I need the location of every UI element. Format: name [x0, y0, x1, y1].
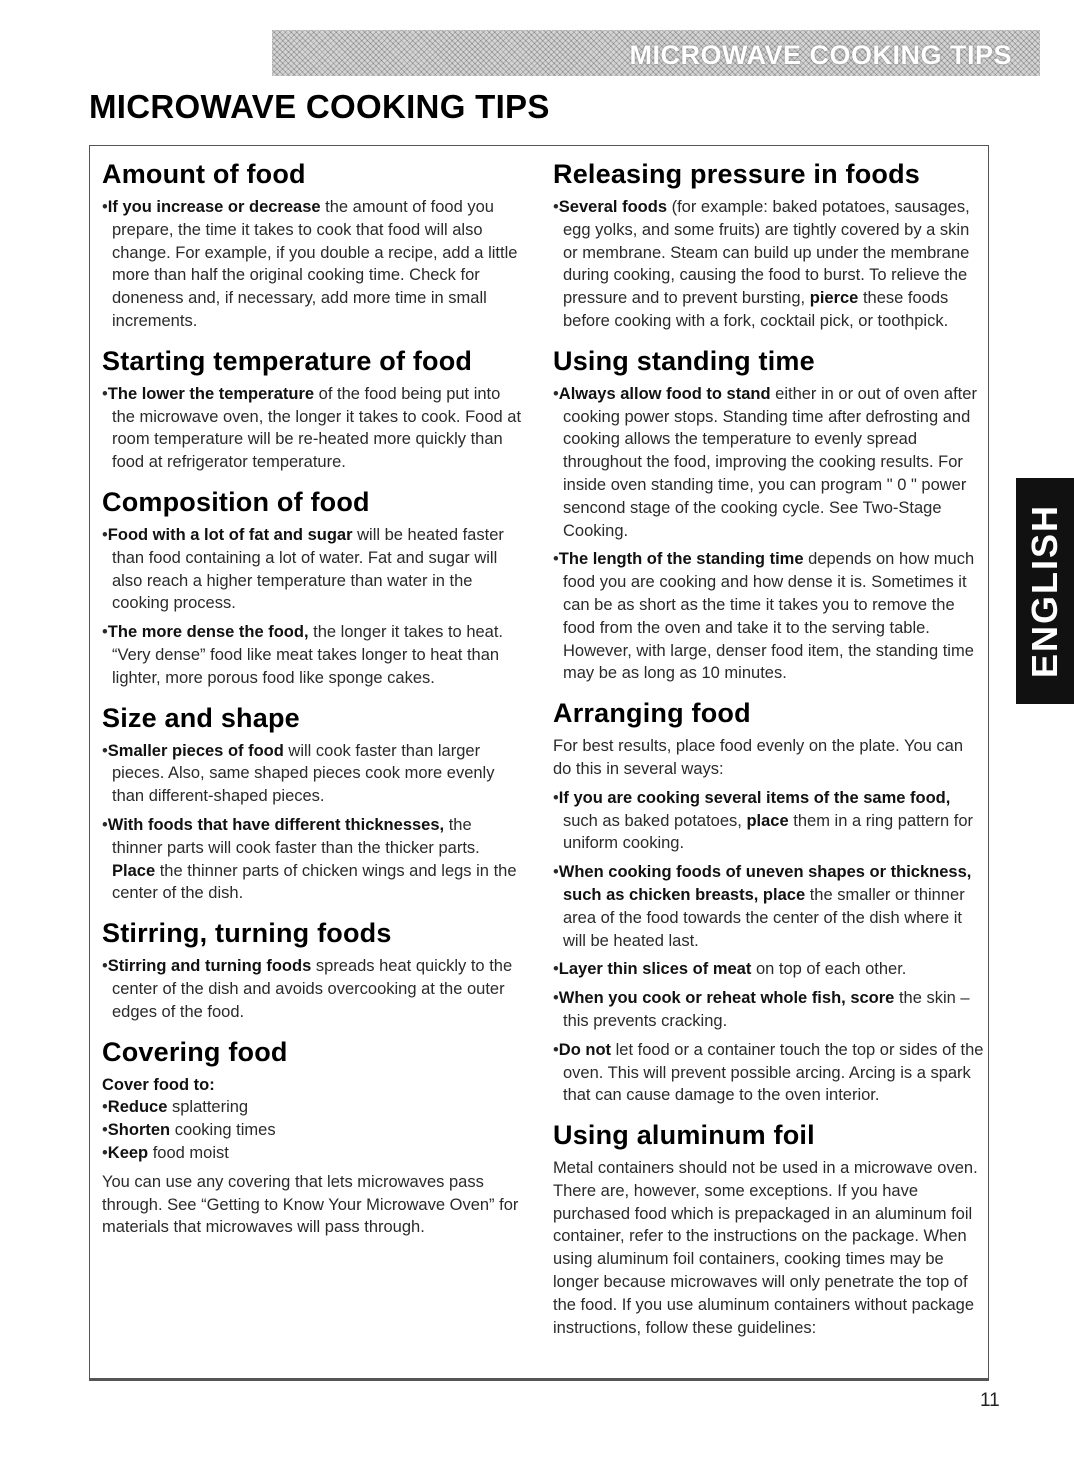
- bullet-item: • Shorten cooking times: [102, 1119, 522, 1142]
- section-standing-time: [553, 345, 985, 685]
- paragraph: Metal containers should not be used in a microwave oven. There are, however, some exceptions. If you have purchased food which is prepackaged in an aluminum foil container, refer to the instructions on the package. When using aluminum foil containers, cooking times may be longer because microwaves will only penetrate the top of the food. If you use aluminum containers without package instructions, follow these guidelines:: [553, 1159, 978, 1337]
- section-title: Releasing pressure in foods: [553, 159, 920, 189]
- section-title: Size and shape: [102, 702, 300, 733]
- section-covering-food: [102, 1036, 522, 1240]
- left-column: [102, 158, 522, 1251]
- bullet-item: • Reduce splattering: [102, 1096, 522, 1119]
- header-banner: [272, 30, 1040, 76]
- section-starting-temperature: [102, 345, 522, 474]
- bullet-item: • The length of the standing time depends on how much food you are cooking and how dense it is. Sometimes it can be as short as the time it takes you to remove the food from the oven and take it to the serving table. However, with large, denser food item, the standing time may be as long as 10 minutes.: [553, 548, 985, 685]
- page-number: 11: [980, 1390, 1000, 1411]
- section-title: Using aluminum foil: [553, 1120, 815, 1151]
- bullet-item: • Layer thin slices of meat on top of each other.: [553, 958, 985, 981]
- paragraph: You can use any covering that lets microwaves pass through. See “Getting to Know Your Microwave Oven” for materials that microwaves will pass through.: [102, 1172, 519, 1237]
- section-size-and-shape: [102, 702, 522, 906]
- section-arranging-food: [553, 697, 985, 1107]
- bullet-item: • Keep food moist: [102, 1142, 522, 1165]
- bullet-item: • The lower the temperature of the food being put into the microwave oven, the longer it takes to cook. Food at room temperature will be re-heated more quickly than food at refrigerator temperature.: [102, 383, 522, 474]
- right-column: [553, 158, 985, 1351]
- bullet-item: • Smaller pieces of food will cook faster than larger pieces. Also, same shaped pieces cook more evenly than different-shaped pieces.: [102, 740, 522, 808]
- paragraph: For best results, place food evenly on the plate. You can do this in several ways:: [553, 737, 964, 778]
- page-title: MICROWAVE COOKING TIPS: [89, 88, 550, 125]
- section-title: Arranging food: [553, 698, 751, 729]
- section-title: Using standing time: [553, 345, 815, 376]
- bullet-item: • Always allow food to stand either in or out of oven after cooking power stops. Standing time after defrosting and cooking allows the temperature to evenly spread throughout the food, improving the cooking results. For inside oven standing time, you can program " 0 " power sencond stage of the cooking cycle. See Two-Stage Cooking.: [553, 383, 985, 543]
- section-stirring: [102, 917, 522, 1023]
- section-amount-of-food: [102, 158, 522, 333]
- bullet-item: • With foods that have different thicknesses, the thinner parts will cook faster than the thicker parts. Place the thinner parts of chicken wings and legs in the center of the dish.: [102, 814, 522, 905]
- bullet-item: • Food with a lot of fat and sugar will be heated faster than food containing a lot of water. Fat and sugar will also reach a higher temperature than water in the cooking process.: [102, 524, 522, 615]
- bullet-item: • Stirring and turning foods spreads heat quickly to the center of the dish and avoids overcooking at the outer edges of the food.: [102, 955, 522, 1023]
- bullet-item: • Several foods (for example: baked potatoes, sausages, egg yolks, and some fruits) are tightly covered by a skin or membrane. Steam can build up under the membrane during cooking, causing the food to burst. To relieve the pressure and to prevent bursting, pierce these foods before cooking with a fork, cocktail pick, or toothpick.: [553, 196, 985, 333]
- section-title: Amount of food: [102, 159, 306, 189]
- bullet-item: • If you increase or decrease the amount of food you prepare, the time it takes to cook that food will also change. For example, if you double a recipe, add a little more than half the original cooking time. Check for doneness and, if necessary, add more time in small increments.: [102, 196, 522, 333]
- language-tab-label: ENGLISH: [1024, 503, 1065, 678]
- section-aluminum-foil: [553, 1119, 985, 1339]
- section-releasing-pressure: [553, 158, 985, 333]
- section-title: Covering food: [102, 1036, 288, 1067]
- bullet-item: • When cooking foods of uneven shapes or thickness, such as chicken breasts, place the smaller or thinner area of the food towards the center of the dish where it will be heated last.: [553, 861, 985, 952]
- bullet-item: • When you cook or reheat whole fish, score the skin – this prevents cracking.: [553, 987, 985, 1033]
- banner-title: MICROWAVE COOKING TIPS: [629, 40, 1012, 70]
- section-title: Starting temperature of food: [102, 345, 473, 376]
- section-title: Composition of food: [102, 486, 370, 517]
- section-title: Stirring, turning foods: [102, 918, 392, 949]
- bullet-item: • If you are cooking several items of the same food, such as baked potatoes, place them in a ring pattern for uniform cooking.: [553, 787, 985, 855]
- bullet-item: • Do not let food or a container touch the top or sides of the oven. This will prevent possible arcing. Arcing is a spark that can cause damage to the oven interior.: [553, 1039, 985, 1107]
- section-composition: [102, 486, 522, 690]
- language-tab: [1016, 478, 1074, 704]
- cover-food-label: Cover food to:: [102, 1075, 215, 1094]
- bullet-item: • The more dense the food, the longer it takes to heat. “Very dense” food like meat takes longer to heat than lighter, more porous food like sponge cakes.: [102, 621, 522, 689]
